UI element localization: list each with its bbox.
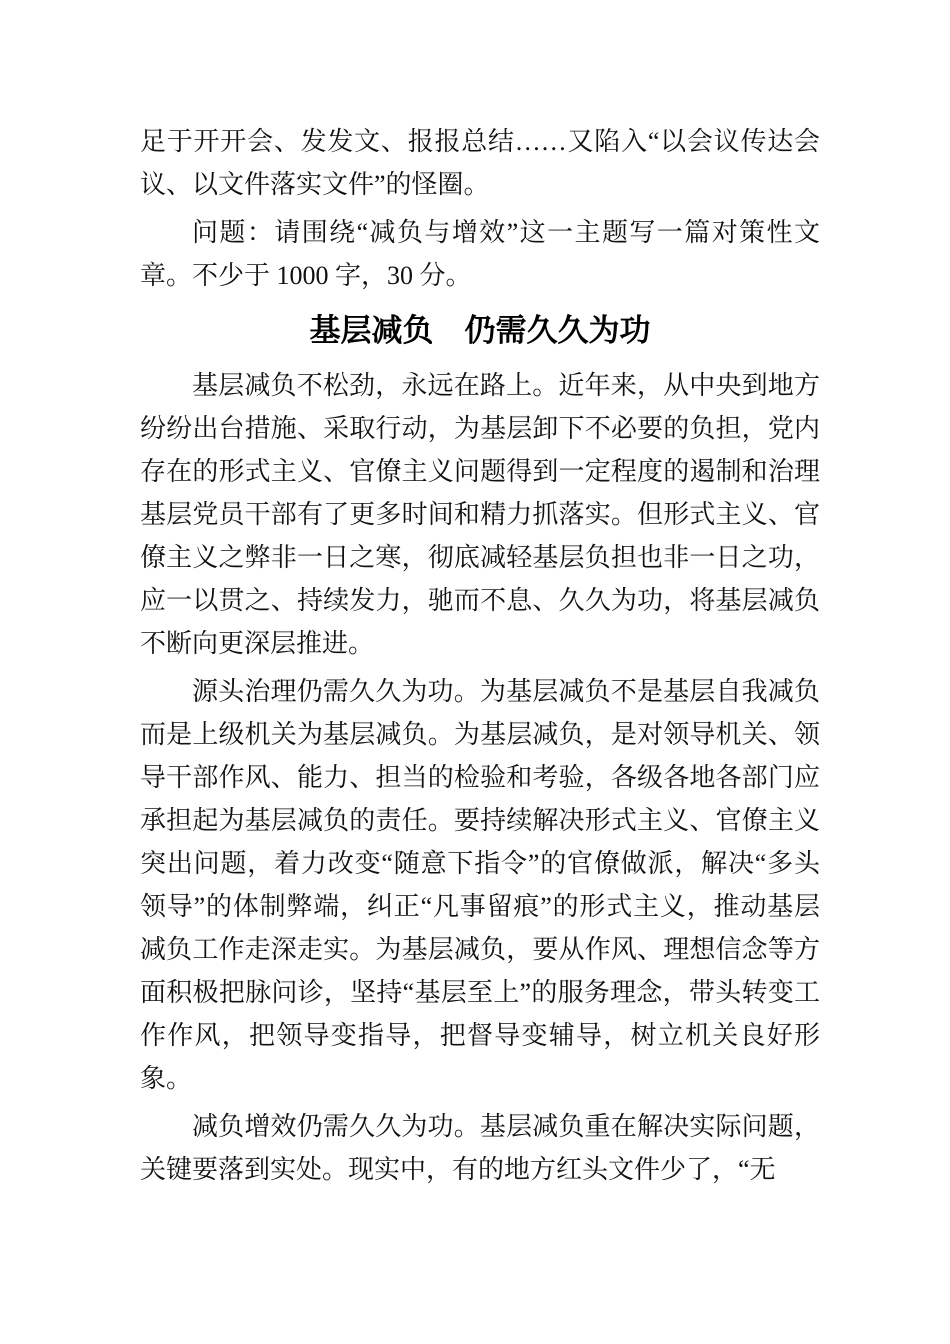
paragraph-body-efficiency: 减负增效仍需久久为功。基层减负重在解决实际问题，关键要落到实处。现实中，有的地方红头文件少了，“无 bbox=[140, 1112, 820, 1184]
paragraph-continuation: 足于开开会、发发文、报报总结……又陷入“以会议传达会议、以文件落实文件”的怪圈。 bbox=[140, 127, 820, 199]
paragraph-body-intro: 基层减负不松劲，永远在路上。近年来，从中央到地方纷纷出台措施、采取行动，为基层卸下不必要的负担，党内存在的形式主义、官僚主义问题得到一定程度的遏制和治理基层党员干部有了更多时间和精力抓落实。但形式主义、官僚主义之弊非一日之寒，彻底减轻基层负担也非一日之功，应一以贯之、持续发力，驰而不息、久久为功，将基层减负不断向更深层推进。 bbox=[140, 371, 820, 658]
essay-title: 基层减负 仍需久久为功 bbox=[309, 313, 651, 348]
paragraph-question-prompt: 问题：请围绕“减负与增效”这一主题写一篇对策性文章。不少于 1000 字，30 分。 bbox=[140, 218, 820, 290]
paragraph-body-source-governance: 源头治理仍需久久为功。为基层减负不是基层自我减负而是上级机关为基层减负。为基层减负，是对领导机关、领导干部作风、能力、担当的检验和考验，各级各地各部门应承担起为基层减负的责任。要持续解决形式主义、官僚主义突出问题，着力改变“随意下指令”的官僚做派，解决“多头领导”的体制弊端，纠正“凡事留痕”的形式主义，推动基层减负工作走深走实。为基层减负，要从作风、理想信念等方面积极把脉问诊，坚持“基层至上”的服务理念，带头转变工作作风，把领导变指导，把督导变辅导，树立机关良好形象。 bbox=[140, 677, 820, 1093]
